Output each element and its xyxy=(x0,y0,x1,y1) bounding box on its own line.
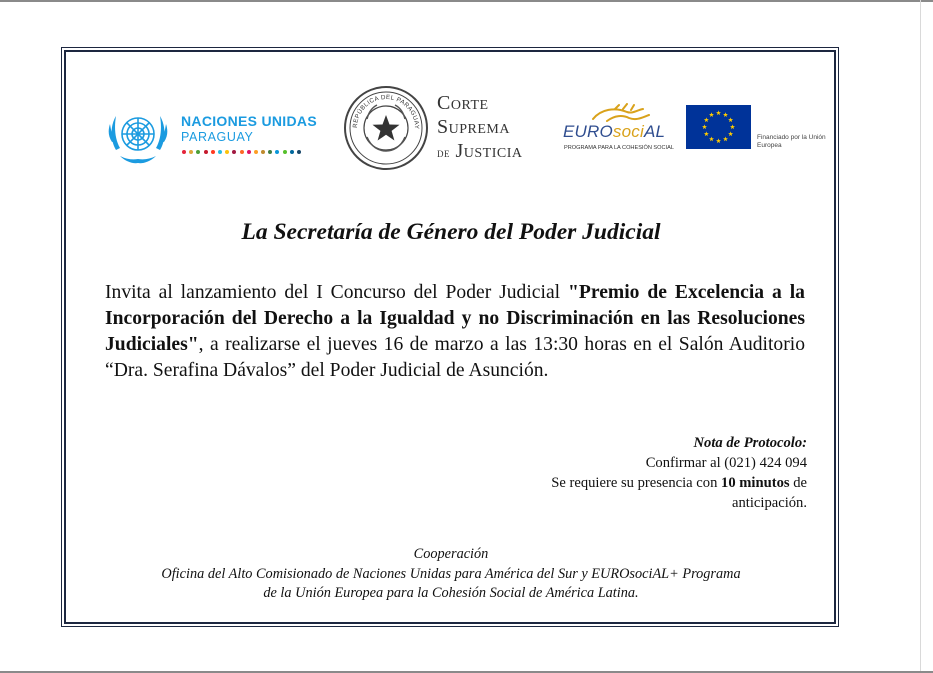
cooperation-note xyxy=(62,545,840,604)
eurosocial-word-c: AL xyxy=(643,122,666,141)
presence-post: de anticipación. xyxy=(732,475,807,511)
eu-funded-text: Financiado por la Unión Europea xyxy=(757,134,826,149)
eurosocial-logo xyxy=(563,103,826,163)
sdg-dot xyxy=(290,150,294,154)
sdg-dot xyxy=(275,150,279,154)
sdg-dot xyxy=(254,150,258,154)
sdg-dot xyxy=(247,150,251,154)
sdg-dot xyxy=(189,150,193,154)
csj-line-1: Corte xyxy=(437,92,489,114)
protocol-title: Nota de Protocolo: xyxy=(693,435,807,451)
eurosocial-subtitle: PROGRAMA PARA LA COHESIÓN SOCIAL xyxy=(564,145,674,151)
sdg-color-dots xyxy=(182,150,301,154)
cooperation-line-2: de la Unión Europea para la Cohesión Social de América Latina. xyxy=(263,585,639,601)
award-name: "Premio de Excelencia a la Incorporación del Derecho a la Igualdad y no Discriminación en las Resoluciones Judiciales" xyxy=(105,282,805,355)
sdg-dot xyxy=(297,150,301,154)
top-divider xyxy=(0,0,933,2)
protocol-confirm: Confirmar al (021) 424 094 xyxy=(645,455,807,471)
invite-details: , a realizarse el jueves 16 de marzo a las 13:30 horas en el Salón Auditorio “Dra. Serafina Dávalos” del Poder Judicial de Asunción. xyxy=(105,334,805,381)
csj-line-3-prefix: de xyxy=(437,145,450,160)
invitation-heading: La Secretaría de Género del Poder Judicial xyxy=(241,219,661,245)
eurosocial-wordmark xyxy=(563,122,665,142)
csj-line-3-main: Justicia xyxy=(455,140,523,162)
eurosocial-word-b: soci xyxy=(612,122,644,141)
un-country-text: PARAGUAY xyxy=(181,130,254,144)
sdg-dot xyxy=(182,150,186,154)
invitation-body xyxy=(105,280,805,384)
right-divider xyxy=(920,0,921,673)
sdg-dot xyxy=(204,150,208,154)
eurosocial-word-a: EURO xyxy=(563,122,613,141)
sdg-dot xyxy=(196,150,200,154)
sdg-dot xyxy=(218,150,222,154)
protocol-note xyxy=(477,433,807,513)
sdg-dot xyxy=(211,150,215,154)
presence-pre: Se requiere su presencia con xyxy=(551,475,722,491)
csj-wordmark xyxy=(437,91,523,165)
invitation-card xyxy=(61,47,839,627)
un-emblem-icon xyxy=(106,106,170,168)
presence-minutes: 10 minutos xyxy=(721,475,790,491)
csj-line-2: Suprema xyxy=(437,116,510,138)
paraguay-seal-icon xyxy=(343,85,429,171)
sdg-dot xyxy=(261,150,265,154)
cooperation-title: Cooperación xyxy=(413,546,489,562)
sdg-dot xyxy=(240,150,244,154)
csj-line-3 xyxy=(437,139,523,165)
sdg-dot xyxy=(283,150,287,154)
sdg-dot xyxy=(225,150,229,154)
seal-text: REPÚBLICA DEL PARAGUAY xyxy=(351,93,421,130)
corte-suprema-logo xyxy=(343,85,548,171)
invite-intro: Invita al lanzamiento del I Concurso del Poder Judicial xyxy=(105,282,568,303)
cooperation-line-1: Oficina del Alto Comisionado de Naciones Unidas para América del Sur y EUROsociAL+ Programa xyxy=(161,565,741,582)
sdg-dot xyxy=(232,150,236,154)
protocol-presence xyxy=(477,473,807,513)
un-paraguay-logo xyxy=(106,106,331,168)
un-name-text: NACIONES UNIDAS xyxy=(181,113,317,129)
eu-flag-icon xyxy=(686,105,751,149)
sdg-dot xyxy=(268,150,272,154)
